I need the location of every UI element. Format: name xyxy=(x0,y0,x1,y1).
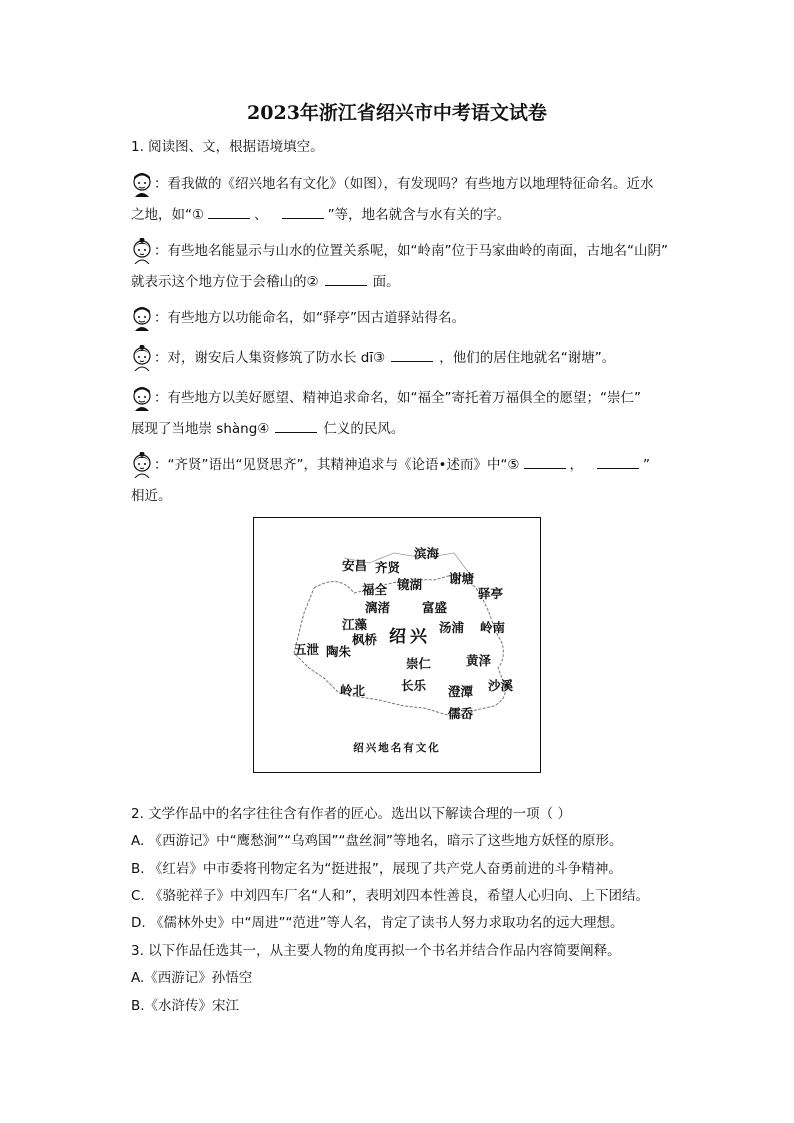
place-label: 驿亭 xyxy=(478,586,504,601)
dialogue-1 xyxy=(131,171,654,197)
place-label: 齐贤 xyxy=(375,560,401,575)
dialogue-3 xyxy=(131,305,465,331)
place-label: 陶朱 xyxy=(326,644,352,659)
boy-avatar-icon xyxy=(131,305,153,331)
blank-2[interactable] xyxy=(325,271,367,286)
q3-option-a: A.《西游记》孙悟空 xyxy=(131,970,253,986)
place-label: 澄潭 xyxy=(448,684,474,699)
dialogue-5-cont: 展现了当地崇 shàng④ 仁义的民风。 xyxy=(131,418,404,439)
dialogue-2 xyxy=(131,238,668,264)
q2-option-a[interactable]: A. 《西游记》中“鹰愁涧”“乌鸡国”“盘丝洞”等地名，暗示了这些地方妖怪的原形。 xyxy=(131,833,623,849)
dialogue-2-cont: 就表示这个地方位于会稽山的② 面。 xyxy=(131,271,400,292)
dialogue-5 xyxy=(131,385,641,411)
q2-option-d[interactable]: D. 《儒林外史》中“周进”“范进”等人名，肯定了读书人努力求取功名的远大理想。 xyxy=(131,915,624,931)
dialogue-4: ：对，谢安后人集资修筑了防水长 dī③ ，他们的居住地就名“谢塘”。 xyxy=(131,345,615,371)
blank-4[interactable] xyxy=(275,418,317,433)
q1-stem: 1. 阅读图、文，根据语境填空。 xyxy=(131,139,324,155)
q3-stem: 3. 以下作品任选其一，从主要人物的角度再拟一个书名并结合作品内容简要阐释。 xyxy=(131,943,621,959)
place-label: 崇仁 xyxy=(406,656,432,671)
blank-5a[interactable] xyxy=(524,454,566,469)
q2-option-b[interactable]: B. 《红岩》中市委将刊物定名为“挺进报”，展现了共产党人奋勇前进的斗争精神。 xyxy=(131,861,622,877)
place-label: 滨海 xyxy=(414,546,440,561)
dialogue-6-cont: 相近。 xyxy=(131,488,172,504)
place-label: 安昌 xyxy=(342,558,368,573)
place-label: 沙溪 xyxy=(488,678,514,693)
page-title: 2023年浙江省绍兴市中考语文试卷 xyxy=(247,102,547,124)
place-label: 漓渚 xyxy=(365,600,391,615)
girl-avatar-icon xyxy=(131,238,153,264)
blank-1a[interactable] xyxy=(208,204,250,219)
place-label: 镜湖 xyxy=(397,577,423,592)
place-label: 汤浦 xyxy=(439,620,465,635)
dialogue-6: ：“齐贤”语出“见贤思齐”，其精神追求与《论语•述而》中“⑤ ， ” xyxy=(131,452,650,478)
place-label: 岭南 xyxy=(480,620,506,635)
blank-5b[interactable] xyxy=(597,454,639,469)
shaoxing-map-figure xyxy=(253,517,541,773)
dialogue-1-cont: 之地，如“① 、 ”等，地名就含与水有关的字。 xyxy=(131,204,510,225)
girl-avatar-icon xyxy=(131,452,153,478)
blank-3[interactable] xyxy=(391,347,433,362)
place-label: 长乐 xyxy=(401,678,427,693)
place-label: 岭北 xyxy=(340,683,366,698)
q2-option-c[interactable]: C. 《骆驼祥子》中刘四车厂名“人和”，表明刘四本性善良，希望人心归向、上下团结。 xyxy=(131,888,649,904)
q3-option-b: B.《水浒传》宋江 xyxy=(131,998,240,1014)
place-label: 福全 xyxy=(362,582,388,597)
place-label: 江藻 xyxy=(342,617,368,632)
blank-1b[interactable] xyxy=(282,204,324,219)
dialogue-1-text: ：看我做的《绍兴地名有文化》（如图），有发现吗？有些地方以地理特征命名。近水 xyxy=(154,176,654,192)
place-label: 儒岙 xyxy=(448,706,474,721)
girl-avatar-icon xyxy=(131,345,153,371)
map-center-label: 绍兴 xyxy=(389,627,431,647)
boy-avatar-icon xyxy=(131,385,153,411)
dialogue-3-text: ：有些地方以功能命名，如“驿亭”因古道驿站得名。 xyxy=(154,310,465,326)
place-label: 五泄 xyxy=(294,642,320,657)
place-label: 富盛 xyxy=(422,600,448,615)
q2-stem: 2. 文学作品中的名字往往含有作者的匠心。选出以下解读合理的一项（ ） xyxy=(131,806,571,822)
place-label: 枫桥 xyxy=(352,632,378,647)
place-label: 谢塘 xyxy=(449,571,475,586)
place-label: 黄泽 xyxy=(466,653,492,668)
boy-avatar-icon xyxy=(131,171,153,197)
map-caption: 绍兴地名有文化 xyxy=(353,742,441,754)
dialogue-2-text: ：有些地名能显示与山水的位置关系呢，如“岭南”位于马家曲岭的南面，古地名“山阴” xyxy=(154,243,668,259)
dialogue-5-text: ：有些地方以美好愿望、精神追求命名，如“福全”寄托着万福俱全的愿望；“崇仁” xyxy=(154,390,641,406)
